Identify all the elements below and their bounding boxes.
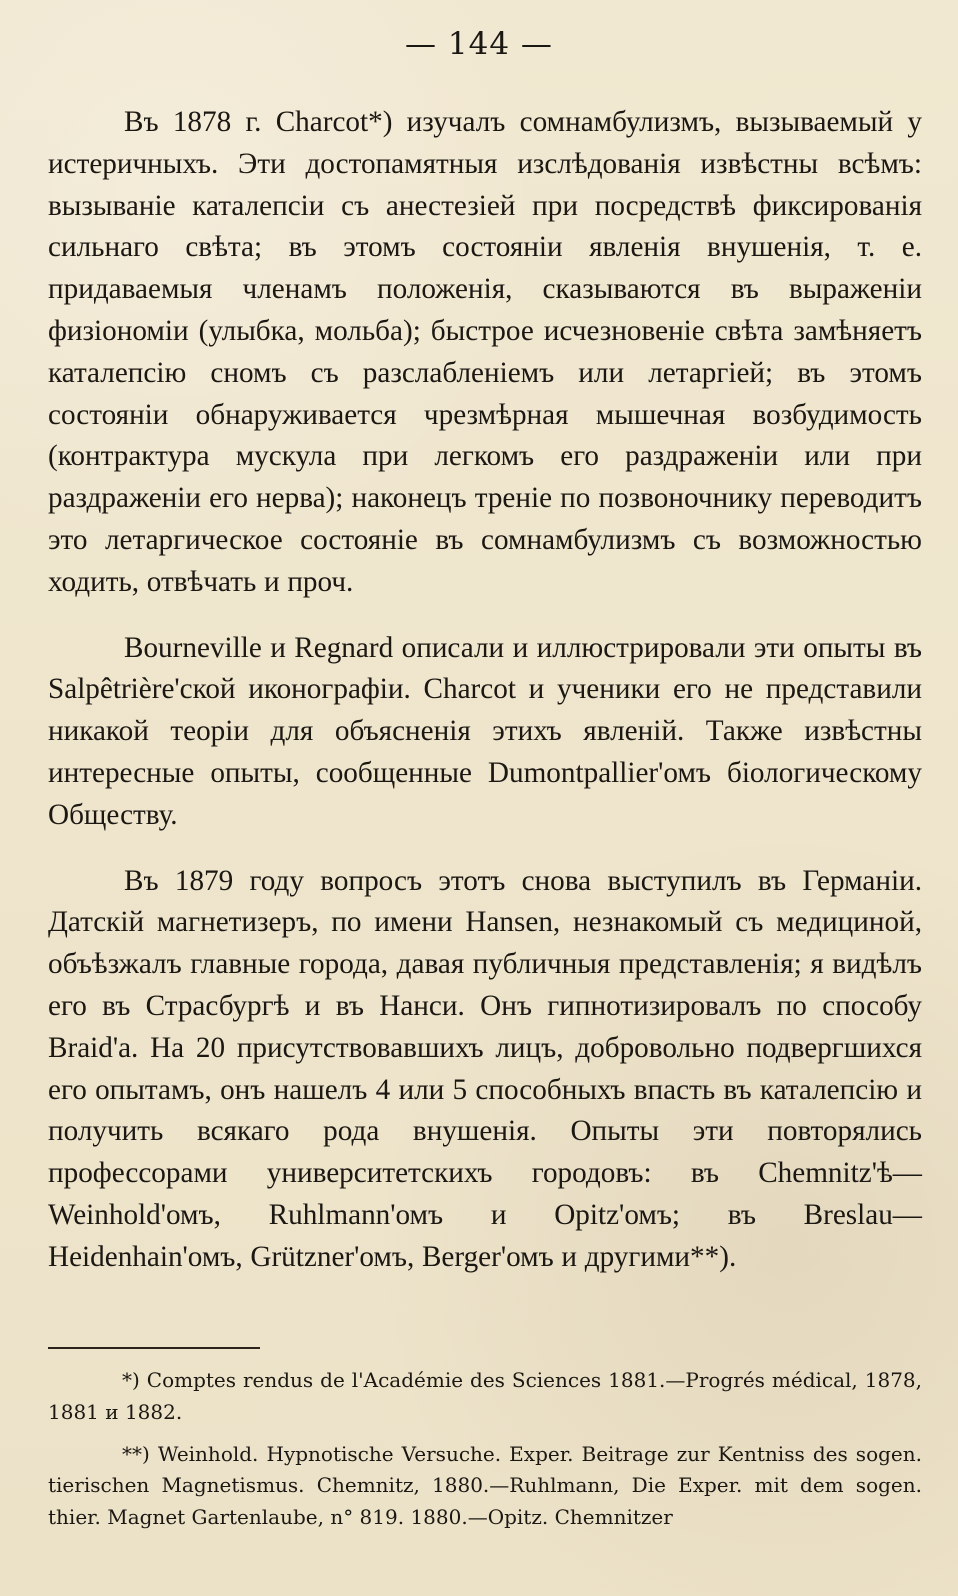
paragraph-2: Bourneville и Regnard описали и иллюстрировали эти опыты въ Salpêtrière'ской иконографіи. Charcot и ученики его не представили никакой теоріи для объясненія этихъ явленій. Также извѣстны интересные опыты, сообщенные Dumontpallier'омъ біологическому Обществу. (48, 631, 922, 831)
footnote-separator (48, 1347, 260, 1349)
footnote-2: **) Weinhold. Hypnotische Versuche. Exper. Beitrage zur Kentniss des sogen. tierischen Magnetismus. Chemnitz, 1880.—Ruhlmann, Die Exper. mit dem sogen. thier. Magnet Gartenlaube, n° 819. 1880.—Opitz. Chemnitzer (48, 1441, 922, 1530)
paragraph-1: Въ 1878 г. Charcot*) изучалъ сомнамбулизмъ, вызываемый у истеричныхъ. Эти достопамятныя изслѣдованія извѣстны всѣмъ: вызываніе каталепсіи съ анестезіей при посредствѣ фиксированія сильнаго свѣта; въ этомъ состояніи явленія внушенія, т. е. придаваемыя членамъ положенія, сказываются въ выраженіи физіономіи (улыбка, мольба); быстрое исчезновеніе свѣта замѣняетъ каталепсію сномъ съ разслабленіемъ или летаргіей; въ этомъ состояніи обнаруживается чрезмѣрная мышечная возбудимость (контрактура мускула при легкомъ его раздраженіи или при раздраженіи его нерва); наконецъ треніе по позвоночнику переводитъ это летаргическое состояніе въ сомнамбулизмъ съ возможностью ходить, отвѣчать и проч. (48, 106, 922, 598)
page-number: — 144 — (405, 26, 553, 62)
paragraph-3: Въ 1879 году вопросъ этотъ снова выступилъ въ Германіи. Датскій магнетизеръ, по имени Hansen, незнакомый съ медициной, объѣзжалъ главные города, давая публичныя представленія; я видѣлъ его въ Страсбургѣ и въ Нанси. Онъ гипнотизировалъ по способу Braid'а. На 20 присутствовавшихъ лицъ, добровольно подвергшихся его опытамъ, онъ нашелъ 4 или 5 способныхъ впасть въ каталепсію и получить всякаго рода внушенія. Опыты эти повторялись профессорами университетскихъ городовъ: въ Chemnitz'ѣ— Weinhold'омъ, Ruhlmann'омъ и Opitz'омъ; въ Breslau— Heidenhain'омъ, Grützner'омъ, Berger'омъ и другими**). (48, 864, 922, 1273)
footnotes (48, 1365, 922, 1534)
footnote-1: *) Comptes rendus de l'Académie des Sciences 1881.—Progrés médical, 1878, 1881 и 1882. (48, 1368, 922, 1424)
main-text-body (48, 102, 922, 1279)
